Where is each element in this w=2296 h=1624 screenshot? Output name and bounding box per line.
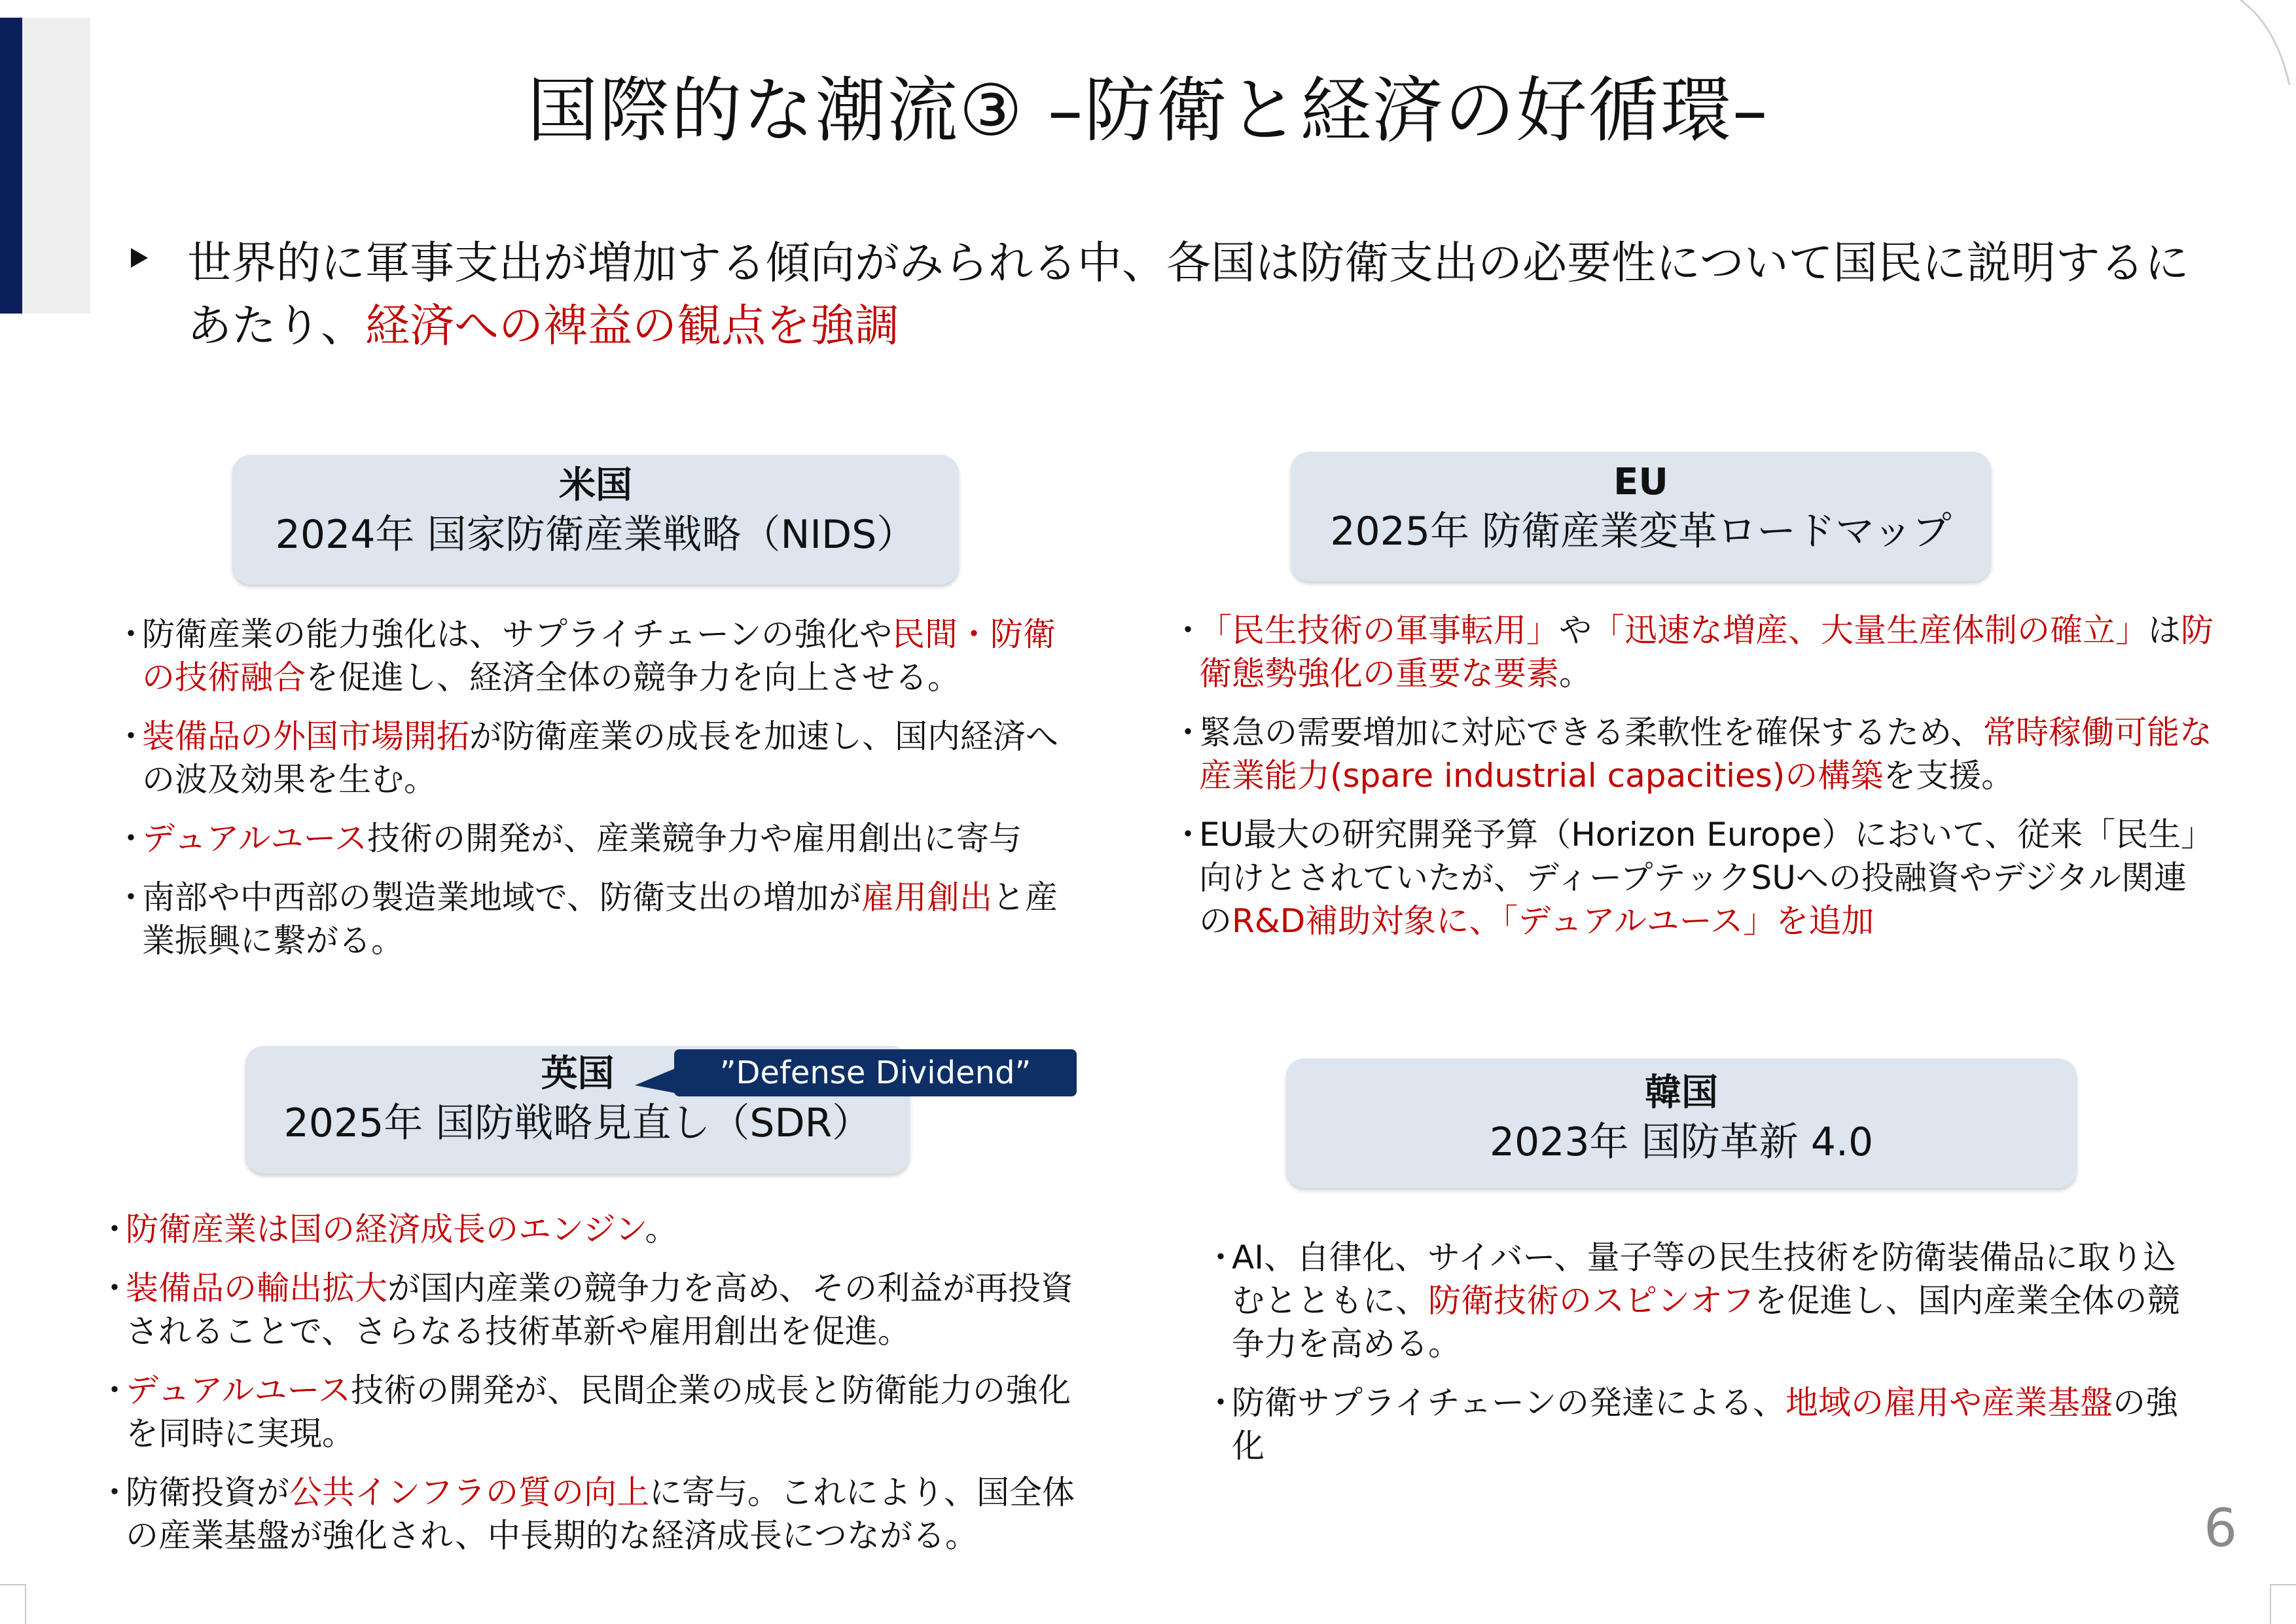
uk-bullet-list — [98, 1208, 1100, 1573]
bullet-marker: ・ — [1172, 816, 1204, 854]
bullet-text: 。 — [1559, 655, 1592, 693]
bullet-marker: ・ — [115, 820, 147, 857]
emphasis-text: 常時稼働可能な産業能力(spare industrial capacities)の構築 — [1199, 713, 2212, 795]
eu-name: EU — [1613, 461, 1668, 503]
crop-mark — [2270, 1584, 2296, 1585]
eu-strategy-title: 2025年 防衛産業変革ロードマップ — [1330, 509, 1952, 554]
bullet-marker: ・ — [1204, 1238, 1237, 1276]
accent-bar — [0, 18, 22, 314]
bullet-text: が国内産業の競争力を高め、その利益が再投資されることで、さらなる技術革新や雇用創出を促進。 — [126, 1269, 1073, 1350]
bullet-marker: ・ — [98, 1371, 131, 1409]
us-bullet-list — [115, 613, 1083, 978]
crop-mark — [2270, 1584, 2271, 1624]
bullet-marker: ・ — [98, 1473, 131, 1511]
bullet-text: を促進し、国内産業全体の競争力を高める。 — [1232, 1282, 2180, 1363]
defense-dividend-callout: ”Defense Dividend” — [674, 1049, 1077, 1096]
crop-mark — [0, 1584, 26, 1585]
bullet-item — [1204, 1381, 2199, 1468]
bullet-item — [115, 613, 1083, 699]
us-header-box — [232, 455, 959, 585]
callout-pointer — [635, 1068, 675, 1093]
bullet-item — [115, 817, 1083, 860]
bullet-text: は — [2148, 611, 2181, 649]
bullet-item — [1204, 1236, 2199, 1365]
emphasis-text: デュアルユース — [142, 820, 367, 857]
bullet-marker: ・ — [98, 1269, 131, 1307]
emphasis-text: R&D補助対象に、「デュアルユース」を追加 — [1232, 902, 1874, 940]
emphasis-text: 雇用創出 — [861, 878, 992, 916]
bullet-marker: ・ — [1204, 1384, 1237, 1422]
accent-bar-shade — [22, 18, 90, 314]
emphasis-text: 民間・防衛の技術融合 — [142, 615, 1056, 696]
crop-mark — [25, 1584, 26, 1624]
bullet-item — [115, 715, 1083, 801]
us-name: 米国 — [559, 464, 632, 507]
lead-highlight: 経済への裨益の観点を強調 — [365, 300, 900, 352]
eu-header-box — [1291, 452, 1991, 581]
bullet-text: 緊急の需要増加に対応できる柔軟性を確保するため、 — [1199, 713, 1983, 751]
bullet-text: 南部や中西部の製造業地域で、防衛支出の増加が — [142, 878, 861, 916]
triangle-bullet-icon — [131, 248, 148, 268]
bullet-text: 防衛サプライチェーンの発達による、 — [1232, 1384, 1785, 1422]
bullet-text: を支援。 — [1883, 757, 2015, 795]
bullet-text: 。 — [645, 1210, 678, 1248]
emphasis-text: 装備品の輸出拡大 — [126, 1269, 387, 1307]
uk-strategy-title: 2025年 国防戦略見直し（SDR） — [283, 1100, 872, 1146]
bullet-text: EU最大の研究開発予算（Horizon Europe）において、従来「民生」向けとされていたが、ディープテックSUへの投融資やデジタル関連の — [1199, 816, 2214, 940]
kr-header-box — [1286, 1058, 2077, 1188]
kr-name: 韓国 — [1645, 1072, 1718, 1114]
bullet-item — [98, 1471, 1100, 1557]
emphasis-text: 「民生技術の軍事転用」 — [1199, 611, 1559, 649]
bullet-item — [1172, 711, 2219, 797]
bullet-text: AI、自律化、サイバー、量子等の民生技術を防衛装備品に取り込むとともに、 — [1232, 1238, 2176, 1320]
bullet-item — [98, 1267, 1100, 1353]
bullet-item — [1172, 813, 2219, 943]
emphasis-text: 防衛産業は国の経済成長のエンジン — [126, 1210, 645, 1248]
lead-body: 世界的に軍事支出が増加する傾向がみられる中、各国は防衛支出の必要性について国民に説明するにあたり、 — [187, 238, 2189, 352]
bullet-item — [115, 876, 1083, 962]
bullet-text: の強化 — [1232, 1384, 2178, 1465]
eu-bullet-list — [1172, 609, 2219, 958]
lead-statement — [131, 232, 2225, 358]
kr-bullet-list — [1204, 1236, 2199, 1483]
bullet-item — [98, 1208, 1100, 1251]
bullet-marker: ・ — [1172, 611, 1204, 649]
emphasis-text: 「迅速な増産、大量生産体制の確立」 — [1592, 611, 2148, 649]
bullet-marker: ・ — [115, 717, 147, 755]
uk-name: 英国 — [541, 1053, 615, 1095]
bullet-text: や — [1559, 611, 1592, 649]
bullet-text: 技術の開発が、産業競争力や雇用創出に寄与 — [367, 820, 1022, 857]
bullet-item — [98, 1369, 1100, 1455]
bullet-text: 技術の開発が、民間企業の成長と防衛能力の強化を同時に実現。 — [126, 1371, 1071, 1453]
bullet-text: 防衛産業の能力強化は、サプライチェーンの強化や — [142, 615, 892, 653]
bullet-text: に寄与。これにより、国全体の産業基盤が強化され、中長期的な経済成長につながる。 — [126, 1473, 1075, 1555]
emphasis-text: 防衛態勢強化の重要な要素 — [1199, 611, 2214, 693]
bullet-text: 防衛投資が — [126, 1473, 289, 1511]
bullet-text: が防衛産業の成長を加速し、国内経済への波及効果を生む。 — [142, 717, 1058, 799]
emphasis-text: デュアルユース — [126, 1371, 351, 1409]
emphasis-text: 地域の雇用や産業基盤 — [1785, 1384, 2113, 1422]
slide-title: 国際的な潮流③ –防衛と経済の好循環– — [527, 70, 1769, 152]
us-strategy-title: 2024年 国家防衛産業戦略（NIDS） — [275, 512, 916, 558]
emphasis-text: 装備品の外国市場開拓 — [142, 717, 469, 755]
bullet-text: と産業振興に繋がる。 — [142, 878, 1058, 960]
kr-strategy-title: 2023年 国防革新 4.0 — [1489, 1119, 1874, 1165]
emphasis-text: 公共インフラの質の向上 — [289, 1473, 649, 1511]
bullet-marker: ・ — [1172, 713, 1204, 751]
bullet-text: を促進し、経済全体の競争力を向上させる。 — [306, 659, 960, 696]
bullet-item — [1172, 609, 2219, 695]
bullet-marker: ・ — [115, 878, 147, 916]
emphasis-text: 防衛技術のスピンオフ — [1428, 1282, 1755, 1320]
lead-text — [187, 232, 2225, 358]
page-number: 6 — [2204, 1498, 2237, 1559]
bullet-marker: ・ — [115, 615, 147, 653]
bullet-marker: ・ — [98, 1210, 131, 1248]
